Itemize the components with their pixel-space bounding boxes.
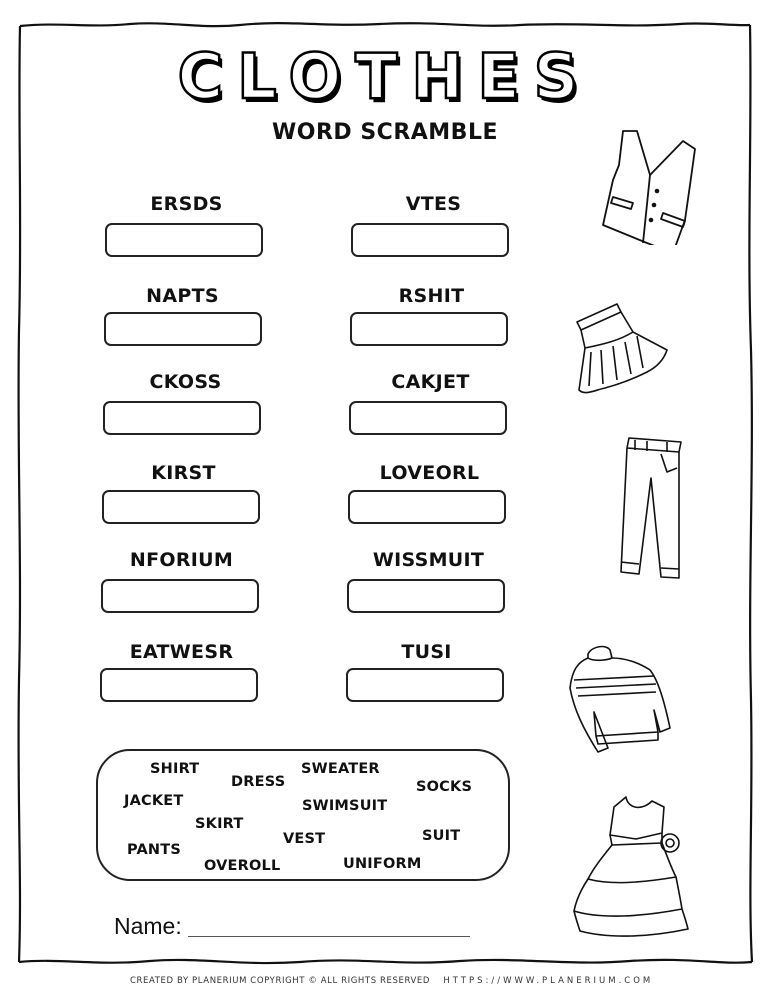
scramble-word: CKOSS bbox=[149, 371, 222, 393]
page-subtitle: WORD SCRAMBLE bbox=[272, 120, 498, 145]
answer-box[interactable] bbox=[350, 312, 508, 346]
scramble-word: KIRST bbox=[151, 462, 216, 484]
scramble-word: RSHIT bbox=[398, 285, 465, 307]
bank-word: VEST bbox=[283, 831, 326, 847]
sweater-icon bbox=[568, 640, 678, 760]
dress-icon bbox=[570, 793, 695, 943]
page-title: CLOTHES bbox=[177, 40, 593, 113]
scramble-word: CAKJET bbox=[391, 371, 470, 393]
answer-box[interactable] bbox=[100, 668, 258, 702]
bank-word: SUIT bbox=[422, 828, 461, 844]
bank-word: OVEROLL bbox=[204, 858, 281, 874]
bank-word: SHIRT bbox=[150, 761, 200, 777]
answer-box[interactable] bbox=[347, 579, 505, 613]
scramble-word: TUSI bbox=[401, 641, 452, 663]
scramble-word: ERSDS bbox=[150, 193, 223, 215]
pants-icon bbox=[617, 432, 687, 592]
bank-word: PANTS bbox=[127, 842, 181, 858]
scramble-word: VTES bbox=[405, 193, 462, 215]
scramble-word: WISSMUIT bbox=[372, 549, 485, 571]
scramble-word: LOVEORL bbox=[379, 462, 480, 484]
name-label: Name: bbox=[114, 913, 182, 939]
scramble-word: EATWESR bbox=[129, 641, 234, 663]
answer-box[interactable] bbox=[101, 579, 259, 613]
scramble-word: NFORIUM bbox=[129, 549, 234, 571]
bank-word: DRESS bbox=[231, 774, 286, 790]
bank-word: SWEATER bbox=[301, 761, 380, 777]
bank-word: JACKET bbox=[124, 793, 184, 809]
title-block bbox=[150, 42, 620, 112]
footer-credit: CREATED BY PLANERIUM COPYRIGHT © ALL RIGHTS RESERVED bbox=[130, 976, 431, 986]
answer-box[interactable] bbox=[103, 401, 261, 435]
answer-box[interactable] bbox=[104, 312, 262, 346]
answer-box[interactable] bbox=[105, 223, 263, 257]
scramble-word: NAPTS bbox=[146, 285, 219, 307]
answer-box[interactable] bbox=[351, 223, 509, 257]
name-input-line[interactable] bbox=[188, 936, 470, 937]
answer-box[interactable] bbox=[102, 490, 260, 524]
answer-box[interactable] bbox=[348, 490, 506, 524]
answer-box[interactable] bbox=[349, 401, 507, 435]
answer-box[interactable] bbox=[346, 668, 504, 702]
bank-word: UNIFORM bbox=[343, 856, 422, 872]
footer bbox=[130, 976, 654, 986]
bank-word: SOCKS bbox=[416, 779, 473, 795]
vest-icon bbox=[595, 125, 710, 245]
bank-word: SKIRT bbox=[195, 816, 244, 832]
skirt-icon bbox=[575, 300, 680, 400]
bank-word: SWIMSUIT bbox=[302, 798, 388, 814]
footer-url[interactable]: HTTPS://WWW.PLANERIUM.COM bbox=[443, 976, 654, 986]
